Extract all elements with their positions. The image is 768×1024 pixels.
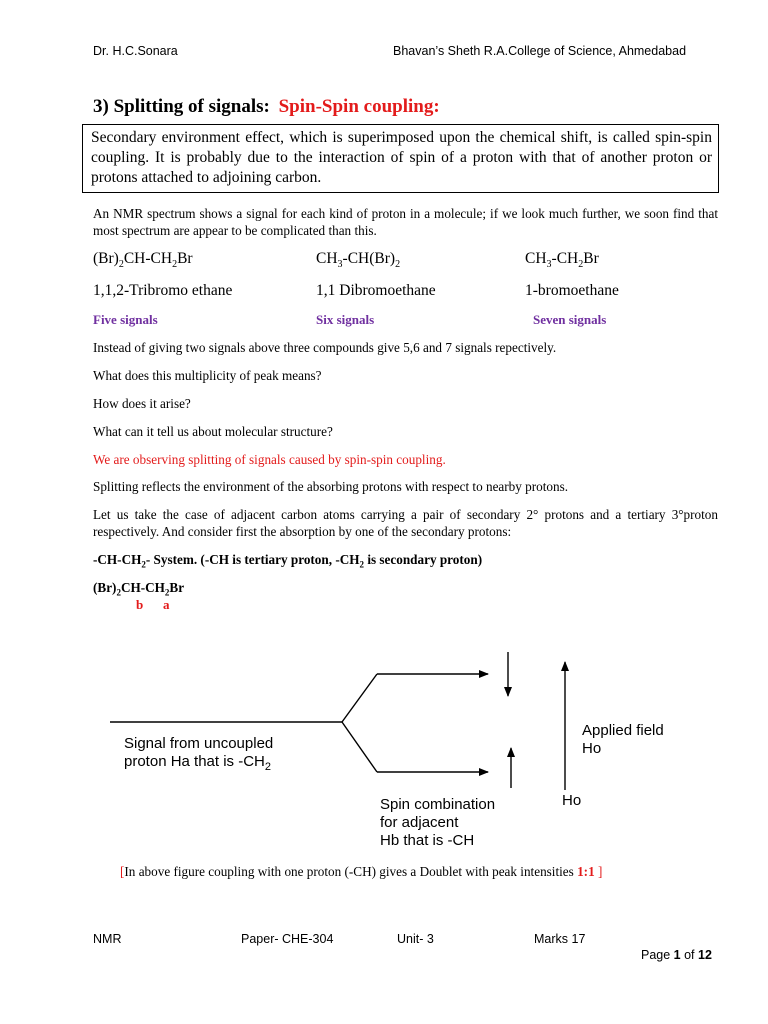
compound-name-3: 1-bromoethane <box>525 282 619 299</box>
compound-name-1: 1,1,2-Tribromo ethane <box>93 282 233 299</box>
line-highlight-splitting: We are observing splitting of signals caused by spin-spin coupling. <box>93 452 446 467</box>
line-splitting-reflects: Splitting reflects the environment of the absorbing protons with respect to nearby protons. <box>93 479 569 494</box>
section-subtitle: Spin-Spin coupling: <box>278 96 440 117</box>
definition-box: Secondary environment effect, which is superimposed upon the chemical shift, is called spin-spin coupling. It is probably due to the interaction of spin of a proton with that of another proton or protons attached to adjoining carbon. <box>82 124 719 193</box>
line-question-multiplicity: What does this multiplicity of peak means? <box>93 368 322 383</box>
intro-paragraph: An NMR spectrum shows a signal for each kind of proton in a molecule; if we look much further, we soon find that most spectrum are appear to be complicated than this. <box>93 206 718 238</box>
footer-paper: Paper- CHE-304 <box>241 932 334 946</box>
signals-count-3: Seven signals <box>533 312 607 327</box>
ho-label: Ho <box>562 792 582 809</box>
paragraph-adjacent-carbons: Let us take the case of adjacent carbon atoms carrying a pair of secondary 2° protons and a tertiary 3°proton respectively. And consider first the absorption by one of the secondary protons: <box>93 507 718 539</box>
section-number: 3) Splitting of signals: <box>93 96 270 117</box>
line-question-structure: What can it tell us about molecular structure? <box>93 424 333 439</box>
signals-count-1: Five signals <box>93 312 158 327</box>
compound-name-2: 1,1 Dibromoethane <box>316 282 436 299</box>
footer-marks: Marks 17 <box>534 932 586 946</box>
page-number: Page 1 of 12 <box>641 948 712 962</box>
header-author: Dr. H.C.Sonara <box>93 44 178 58</box>
applied-field-label: Applied field Ho <box>582 722 664 757</box>
uncoupled-signal-label: Signal from uncoupled proton Ha that is $-CH_2$ <box>124 735 274 773</box>
compound-formula-2: $CH_3-CH(Br)_2$ <box>316 250 401 271</box>
split-branch-lower <box>342 722 377 772</box>
system-heading: $-CH-CH_2-$ System. (-CH is tertiary proton, $-CH_2$ is secondary proton) <box>93 552 483 570</box>
proton-label-a: a <box>163 597 170 612</box>
split-branch-upper <box>342 674 377 722</box>
header-college: Bhavan’s Sheth R.A.College of Science, Ahmedabad <box>393 44 687 58</box>
proton-label-b: b <box>136 597 144 612</box>
line-signals-explanation: Instead of giving two signals above three compounds give 5,6 and 7 signals repectively. <box>93 340 557 355</box>
figure-caption: [In above figure coupling with one proton (-CH) gives a Doublet with peak intensities 1:1 ] <box>120 864 603 879</box>
spin-combination-label: Spin combination for adjacent Hb that is -CH <box>380 796 496 849</box>
footer-unit: Unit- 3 <box>397 932 434 946</box>
compound-formula-1: $(Br)_2CH-CH_2Br$ <box>93 250 193 271</box>
compound-formula-3: $CH_3-CH_2Br$ <box>525 250 599 271</box>
formula-tribromoethane: $(Br)_2CH-CH_2Br$ <box>93 580 185 598</box>
signals-count-2: Six signals <box>316 312 375 327</box>
footer-subject: NMR <box>93 932 122 946</box>
line-question-arise: How does it arise? <box>93 396 191 411</box>
